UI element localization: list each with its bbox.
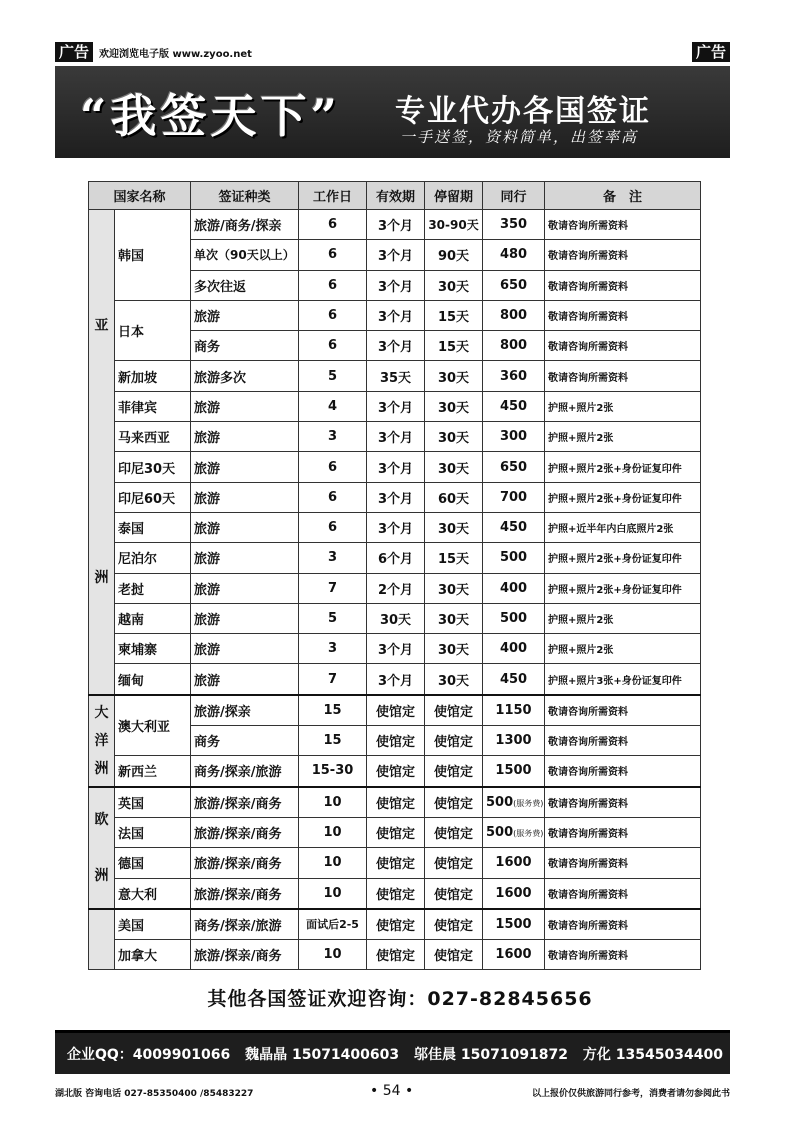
validity-cell: 2个月: [367, 573, 425, 603]
table-row: [89, 634, 701, 664]
visa-type-cell: 旅游/探亲/商务: [191, 878, 299, 909]
visa-type-cell: 旅游: [191, 512, 299, 542]
visa-type-cell: 商务/探亲/旅游: [191, 756, 299, 787]
workdays-cell: 15-30: [299, 756, 367, 787]
stay-cell: 30天: [425, 512, 483, 542]
country-cell: 新西兰: [115, 756, 191, 787]
stay-cell: 30天: [425, 361, 483, 391]
country-cell: 印尼30天: [115, 452, 191, 482]
header-price: 同行: [483, 182, 545, 210]
validity-cell: 使馆定: [367, 787, 425, 818]
table-row: [89, 603, 701, 633]
ad-label-left: 广告: [55, 42, 93, 62]
note-cell: 敬请咨询所需资料: [545, 940, 701, 970]
price-cell: 1150: [483, 695, 545, 726]
price-cell: 450: [483, 512, 545, 542]
header-notes: 备 注: [545, 182, 701, 210]
note-cell: 护照+照片2张: [545, 603, 701, 633]
workdays-cell: 3: [299, 543, 367, 573]
validity-cell: 3个月: [367, 664, 425, 695]
workdays-cell: 15: [299, 726, 367, 756]
stay-cell: 15天: [425, 300, 483, 330]
table-header-row: [89, 182, 701, 210]
country-cell: 老挝: [115, 573, 191, 603]
header-validity: 有效期: [367, 182, 425, 210]
workdays-cell: 3: [299, 422, 367, 452]
note-cell: 敬请咨询所需资料: [545, 817, 701, 847]
ad-banner: [55, 66, 730, 158]
stay-cell: 30-90天: [425, 210, 483, 240]
table-row: [89, 482, 701, 512]
note-cell: 敬请咨询所需资料: [545, 270, 701, 300]
stay-cell: 30天: [425, 452, 483, 482]
country-cell: 新加坡: [115, 361, 191, 391]
visa-type-cell: 旅游: [191, 391, 299, 421]
workdays-cell: 6: [299, 240, 367, 270]
country-cell: 尼泊尔: [115, 543, 191, 573]
price-value: 500: [486, 794, 514, 810]
region-cell-america: [89, 909, 115, 970]
price-cell: 650: [483, 270, 545, 300]
workdays-cell: 6: [299, 300, 367, 330]
price-cell: [483, 817, 545, 847]
page-footer: [55, 1083, 730, 1102]
region-cell-oceania: 大 洋 洲: [89, 695, 115, 787]
visa-type-cell: 旅游: [191, 634, 299, 664]
price-cell: 500: [483, 603, 545, 633]
country-cell: 柬埔寨: [115, 634, 191, 664]
workdays-cell: 7: [299, 664, 367, 695]
country-cell: 澳大利亚: [115, 695, 191, 756]
stay-cell: 15天: [425, 331, 483, 361]
note-cell: 敬请咨询所需资料: [545, 300, 701, 330]
visa-type-cell: 旅游/探亲/商务: [191, 787, 299, 818]
enterprise-qq: 企业QQ：4009901066: [67, 1047, 231, 1063]
table-body: [89, 210, 701, 970]
validity-cell: 使馆定: [367, 940, 425, 970]
workdays-cell: 6: [299, 512, 367, 542]
note-cell: 护照+照片2张: [545, 391, 701, 421]
stay-cell: 使馆定: [425, 909, 483, 940]
visa-type-cell: 旅游/探亲/商务: [191, 817, 299, 847]
country-cell: 菲律宾: [115, 391, 191, 421]
note-cell: 敬请咨询所需资料: [545, 787, 701, 818]
note-cell: 敬请咨询所需资料: [545, 240, 701, 270]
contact-line: 其他各国签证欢迎咨询：027-82845656: [207, 988, 593, 1010]
visa-type-cell: 旅游: [191, 482, 299, 512]
table-row: [89, 817, 701, 847]
country-cell: 越南: [115, 603, 191, 633]
price-cell: 1600: [483, 878, 545, 909]
workdays-cell: 5: [299, 603, 367, 633]
price-cell: 650: [483, 452, 545, 482]
price-cell: 800: [483, 300, 545, 330]
visa-price-table: [88, 181, 701, 970]
country-cell: 印尼60天: [115, 482, 191, 512]
visa-type-cell: 旅游: [191, 452, 299, 482]
visa-type-cell: 单次（90天以上）: [191, 240, 299, 270]
price-cell: 700: [483, 482, 545, 512]
country-cell: 法国: [115, 817, 191, 847]
table-row: [89, 543, 701, 573]
validity-cell: 3个月: [367, 422, 425, 452]
note-cell: 护照+近半年内白底照片2张: [545, 512, 701, 542]
workdays-cell: 7: [299, 573, 367, 603]
country-cell: 泰国: [115, 512, 191, 542]
workdays-cell: 6: [299, 270, 367, 300]
country-cell: 韩国: [115, 210, 191, 301]
contact-person-3: 方化 13545034400: [582, 1047, 723, 1063]
table-row: [89, 361, 701, 391]
site-url-text[interactable]: 欢迎浏览电子版 www.zyoo.net: [99, 49, 252, 60]
note-cell: 敬请咨询所需资料: [545, 756, 701, 787]
stay-cell: 30天: [425, 422, 483, 452]
note-cell: 护照+照片2张+身份证复印件: [545, 482, 701, 512]
brand-logo-text: “我签天下”: [80, 89, 341, 143]
country-cell: 美国: [115, 909, 191, 940]
validity-cell: 3个月: [367, 391, 425, 421]
region-cell-europe: 欧 洲: [89, 787, 115, 909]
stay-cell: 使馆定: [425, 726, 483, 756]
disclaimer: 以上报价仅供旅游同行参考，消费者请勿参阅此书: [531, 1089, 730, 1099]
country-cell: 日本: [115, 300, 191, 361]
top-bar: [55, 42, 730, 62]
validity-cell: 使馆定: [367, 878, 425, 909]
table-row: [89, 695, 701, 726]
workdays-cell: 6: [299, 331, 367, 361]
validity-cell: 3个月: [367, 210, 425, 240]
workdays-cell: 6: [299, 210, 367, 240]
stay-cell: 60天: [425, 482, 483, 512]
price-service-fee: (服务费): [513, 829, 544, 839]
validity-cell: 使馆定: [367, 817, 425, 847]
note-cell: 护照+照片3张+身份证复印件: [545, 664, 701, 695]
stay-cell: 30天: [425, 664, 483, 695]
validity-cell: 3个月: [367, 512, 425, 542]
banner-subslogan: 一手送签，资料简单，出签率高: [400, 128, 639, 146]
visa-type-cell: 商务: [191, 726, 299, 756]
region-cell-asia: 亚 洲: [89, 210, 115, 695]
visa-type-cell: 旅游: [191, 300, 299, 330]
workdays-cell: 面试后2-5: [299, 909, 367, 940]
visa-type-cell: 旅游多次: [191, 361, 299, 391]
table-row: [89, 300, 701, 330]
stay-cell: 15天: [425, 543, 483, 573]
validity-cell: 3个月: [367, 240, 425, 270]
price-cell: 800: [483, 331, 545, 361]
banner-slogan: 专业代办各国签证: [395, 94, 651, 129]
price-cell: 350: [483, 210, 545, 240]
note-cell: 敬请咨询所需资料: [545, 848, 701, 878]
validity-cell: 3个月: [367, 452, 425, 482]
note-cell: 敬请咨询所需资料: [545, 726, 701, 756]
note-cell: 护照+照片2张: [545, 634, 701, 664]
validity-cell: 3个月: [367, 331, 425, 361]
stay-cell: 30天: [425, 634, 483, 664]
header-visa-type: 签证种类: [191, 182, 299, 210]
visa-type-cell: 商务/探亲/旅游: [191, 909, 299, 940]
price-cell: 500: [483, 543, 545, 573]
stay-cell: 30天: [425, 573, 483, 603]
stay-cell: 使馆定: [425, 756, 483, 787]
stay-cell: 30天: [425, 391, 483, 421]
visa-type-cell: 旅游/商务/探亲: [191, 210, 299, 240]
workdays-cell: 10: [299, 940, 367, 970]
note-cell: 护照+照片2张+身份证复印件: [545, 543, 701, 573]
table-row: [89, 756, 701, 787]
edition-phone: 湖北版 咨询电话 027-85350400 /85483227: [55, 1089, 254, 1099]
price-cell: 400: [483, 634, 545, 664]
note-cell: 敬请咨询所需资料: [545, 878, 701, 909]
visa-type-cell: 旅游: [191, 543, 299, 573]
validity-cell: 3个月: [367, 482, 425, 512]
price-cell: 450: [483, 391, 545, 421]
country-cell: 德国: [115, 848, 191, 878]
stay-cell: 30天: [425, 270, 483, 300]
price-cell: 1500: [483, 756, 545, 787]
footer-contact-band: [55, 1030, 730, 1074]
validity-cell: 3个月: [367, 300, 425, 330]
table-row: [89, 452, 701, 482]
price-service-fee: (服务费): [513, 798, 544, 808]
visa-type-cell: 商务: [191, 331, 299, 361]
stay-cell: 90天: [425, 240, 483, 270]
note-cell: 敬请咨询所需资料: [545, 361, 701, 391]
price-cell: 1300: [483, 726, 545, 756]
workdays-cell: 4: [299, 391, 367, 421]
note-cell: 敬请咨询所需资料: [545, 695, 701, 726]
stay-cell: 使馆定: [425, 878, 483, 909]
country-cell: 英国: [115, 787, 191, 818]
country-cell: 加拿大: [115, 940, 191, 970]
table-row: [89, 210, 701, 240]
visa-type-cell: 多次往返: [191, 270, 299, 300]
note-cell: 护照+照片2张+身份证复印件: [545, 452, 701, 482]
price-cell: [483, 787, 545, 818]
validity-cell: 使馆定: [367, 848, 425, 878]
visa-type-cell: 旅游/探亲: [191, 695, 299, 726]
header-stay: 停留期: [425, 182, 483, 210]
price-cell: 1600: [483, 940, 545, 970]
table-row: [89, 664, 701, 695]
table-row: [89, 940, 701, 970]
table-row: [89, 573, 701, 603]
stay-cell: 使馆定: [425, 940, 483, 970]
country-cell: 缅甸: [115, 664, 191, 695]
table-row: [89, 422, 701, 452]
workdays-cell: 6: [299, 452, 367, 482]
note-cell: 敬请咨询所需资料: [545, 909, 701, 940]
price-cell: 1500: [483, 909, 545, 940]
stay-cell: 使馆定: [425, 787, 483, 818]
table-row: [89, 391, 701, 421]
note-cell: 敬请咨询所需资料: [545, 331, 701, 361]
validity-cell: 30天: [367, 603, 425, 633]
visa-type-cell: 旅游: [191, 422, 299, 452]
note-cell: 护照+照片2张: [545, 422, 701, 452]
workdays-cell: 10: [299, 817, 367, 847]
visa-type-cell: 旅游: [191, 573, 299, 603]
note-cell: 敬请咨询所需资料: [545, 210, 701, 240]
contact-person-1: 魏晶晶 15071400603: [245, 1047, 400, 1063]
validity-cell: 使馆定: [367, 756, 425, 787]
table-row: [89, 848, 701, 878]
table-row: [89, 878, 701, 909]
workdays-cell: 10: [299, 878, 367, 909]
visa-type-cell: 旅游/探亲/商务: [191, 848, 299, 878]
note-cell: 护照+照片2张+身份证复印件: [545, 573, 701, 603]
workdays-cell: 15: [299, 695, 367, 726]
visa-type-cell: 旅游: [191, 664, 299, 695]
validity-cell: 3个月: [367, 634, 425, 664]
workdays-cell: 10: [299, 787, 367, 818]
price-value: 500: [486, 825, 514, 841]
price-cell: 300: [483, 422, 545, 452]
price-cell: 400: [483, 573, 545, 603]
workdays-cell: 10: [299, 848, 367, 878]
workdays-cell: 6: [299, 482, 367, 512]
validity-cell: 使馆定: [367, 695, 425, 726]
validity-cell: 使馆定: [367, 909, 425, 940]
visa-type-cell: 旅游/探亲/商务: [191, 940, 299, 970]
header-workdays: 工作日: [299, 182, 367, 210]
validity-cell: 6个月: [367, 543, 425, 573]
price-cell: 360: [483, 361, 545, 391]
stay-cell: 使馆定: [425, 848, 483, 878]
stay-cell: 使馆定: [425, 817, 483, 847]
workdays-cell: 3: [299, 634, 367, 664]
visa-type-cell: 旅游: [191, 603, 299, 633]
country-cell: 意大利: [115, 878, 191, 909]
validity-cell: 使馆定: [367, 726, 425, 756]
price-cell: 1600: [483, 848, 545, 878]
validity-cell: 35天: [367, 361, 425, 391]
table-row: [89, 787, 701, 818]
stay-cell: 30天: [425, 603, 483, 633]
validity-cell: 3个月: [367, 270, 425, 300]
table-row: [89, 909, 701, 940]
contact-person-2: 邬佳晨 15071091872: [414, 1047, 569, 1063]
header-country: 国家名称: [89, 182, 191, 210]
price-cell: 480: [483, 240, 545, 270]
table-row: [89, 512, 701, 542]
stay-cell: 使馆定: [425, 695, 483, 726]
workdays-cell: 5: [299, 361, 367, 391]
price-cell: 450: [483, 664, 545, 695]
country-cell: 马来西亚: [115, 422, 191, 452]
page-number: • 54 •: [370, 1083, 414, 1099]
ad-label-right: 广告: [692, 42, 730, 62]
